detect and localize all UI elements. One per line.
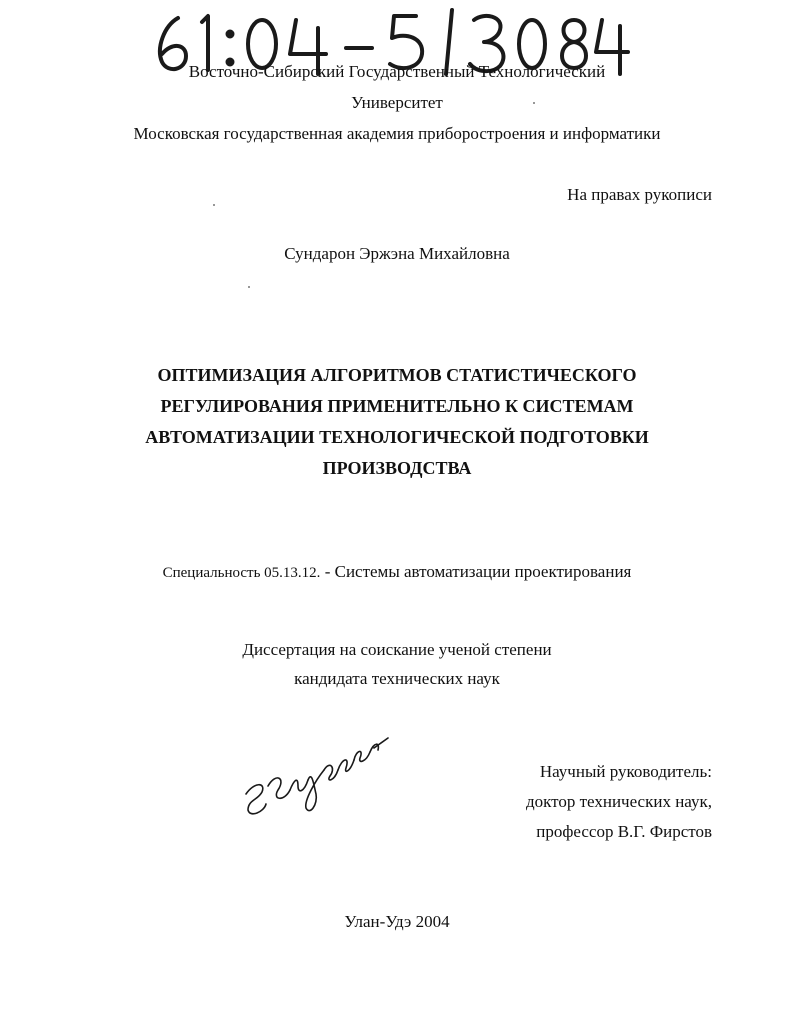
title-line: ОПТИМИЗАЦИЯ АЛГОРИТМОВ СТАТИСТИЧЕСКОГО [157,365,637,385]
specialty-line [0,562,794,583]
institution-line-3: Московская государственная академия приборостроения и информатики [133,124,661,143]
dissertation-degree-line-1: Диссертация на соискание ученой степени [242,640,552,659]
specialty-code: Специальность 05.13.12. [162,565,321,581]
title-line: АВТОМАТИЗАЦИИ ТЕХНОЛОГИЧЕСКОЙ ПОДГОТОВКИ [145,427,649,447]
institution-line-1: Восточно-Сибирский Государственный Технологический [188,62,606,81]
scan-speck [213,204,215,206]
title-line: РЕГУЛИРОВАНИЯ ПРИМЕНИТЕЛЬНО К СИСТЕМАМ [160,396,634,416]
author-name: Сундарон Эржэна Михайловна [284,244,510,263]
scan-speck [248,286,250,288]
title-line: ПРОИЗВОДСТВА [322,458,472,478]
dissertation-degree-line-2: кандидата технических наук [294,669,500,688]
supervisor-name: профессор В.Г. Фирстов [536,822,712,841]
supervisor-degree: доктор технических наук, [525,792,712,811]
specialty-text: - Системы автоматизации проектирования [320,562,632,581]
place-and-year: Улан-Удэ 2004 [344,912,450,931]
institution-line-2: Университет [351,93,443,112]
author-signature [238,720,398,820]
supervisor-label: Научный руководитель: [539,762,712,781]
scan-speck [533,102,535,104]
dissertation-title [0,360,794,484]
manuscript-rights: На правах рукописи [567,185,712,204]
